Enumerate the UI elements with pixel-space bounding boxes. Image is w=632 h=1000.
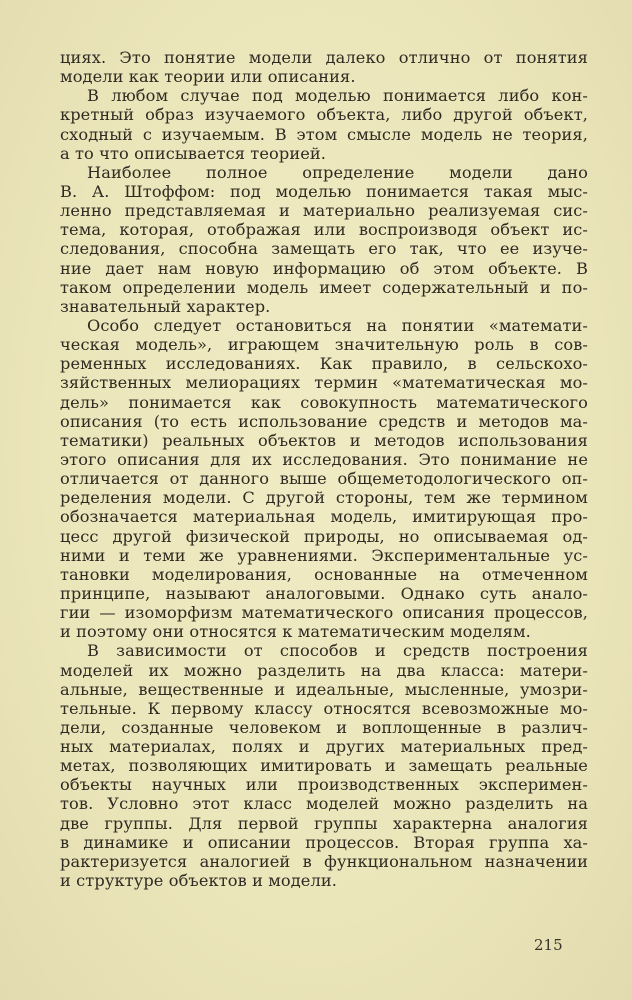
text-line: ние дает нам новую информацию об этом объекте. В bbox=[60, 258, 588, 278]
text-line: В. А. Штоффом: под моделью понимается такая мыс- bbox=[60, 181, 588, 201]
body-text bbox=[60, 48, 588, 890]
text-line: ременных исследованиях. Как правило, в сельскохо- bbox=[60, 354, 588, 374]
text-line: объекты научных или производственных эксперимен- bbox=[60, 775, 588, 795]
paragraph bbox=[60, 48, 588, 86]
text-line: кретный образ изучаемого объекта, либо другой объект, bbox=[60, 105, 588, 125]
text-line: метах, позволяющих имитировать и замещать реальные bbox=[60, 756, 588, 776]
text-line: Наиболее полное определение модели дано bbox=[87, 162, 588, 182]
text-line: а то что описывается теорией. bbox=[60, 143, 327, 163]
text-line: Особо следует остановиться на понятии «математи- bbox=[87, 315, 588, 335]
text-line: следования, способна замещать его так, что ее изуче- bbox=[60, 239, 588, 259]
text-line: модели как теории или описания. bbox=[60, 67, 356, 87]
text-line: знавательный характер. bbox=[60, 296, 271, 316]
text-line: моделей их можно разделить на два класса: матери- bbox=[60, 660, 588, 680]
text-line: тема, которая, отображая или воспроизводя объект ис- bbox=[60, 220, 588, 240]
text-line: циях. Это понятие модели далеко отлично от понятия bbox=[60, 48, 588, 67]
text-line: ных материалах, полях и других материальных пред- bbox=[60, 737, 588, 757]
text-line: отличается от данного выше общеметодологического оп- bbox=[60, 469, 588, 489]
text-line: и структуре объектов и модели. bbox=[60, 871, 338, 891]
text-line: ческая модель», играющем значительную роль в сов- bbox=[60, 335, 588, 355]
text-line: сходный с изучаемым. В этом смысле модель не теория, bbox=[60, 124, 588, 144]
text-line: принципе, называют аналоговыми. Однако суть анало- bbox=[60, 583, 588, 603]
text-line: дель» понимается как совокупность математического bbox=[60, 392, 588, 412]
text-line: цесс другой физической природы, но описываемая од- bbox=[60, 526, 588, 546]
text-line: зяйственных мелиорациях термин «математическая мо- bbox=[60, 373, 588, 393]
text-line: тематики) реальных объектов и методов использования bbox=[60, 430, 588, 450]
text-line: этого описания для их исследования. Это понимание не bbox=[60, 449, 588, 469]
text-line: описания (то есть использование средств и методов ма- bbox=[60, 411, 588, 431]
paragraph bbox=[60, 641, 588, 890]
text-line: и поэтому они относятся к математическим моделям. bbox=[60, 622, 531, 642]
text-line: дели, созданные человеком и воплощенные в различ- bbox=[60, 717, 588, 737]
text-line: гии — изоморфизм математического описания процессов, bbox=[60, 603, 588, 623]
text-line: рактеризуется аналогией в функциональном назначении bbox=[60, 851, 588, 871]
text-line: тановки моделирования, основанные на отмеченном bbox=[60, 564, 588, 584]
text-line: обозначается материальная модель, имитирующая про- bbox=[60, 507, 588, 527]
text-line: ленно представляемая и материально реализуемая сис- bbox=[60, 201, 588, 221]
text-line: В зависимости от способов и средств построения bbox=[87, 641, 588, 661]
text-line: в динамике и описании процессов. Вторая группа ха- bbox=[60, 832, 588, 852]
text-line: тов. Условно этот класс моделей можно разделить на bbox=[60, 794, 588, 814]
paragraph bbox=[60, 163, 588, 316]
text-line: тельные. К первому классу относятся всевозможные мо- bbox=[60, 698, 588, 718]
text-line: таком определении модель имеет содержательный и по- bbox=[60, 277, 588, 297]
text-line: ними и теми же уравнениями. Экспериментальные ус- bbox=[60, 545, 588, 565]
text-line: ределения модели. С другой стороны, тем же термином bbox=[60, 488, 588, 508]
text-line: альные, вещественные и идеальные, мысленные, умозри- bbox=[60, 679, 588, 699]
page-number: 215 bbox=[534, 936, 563, 954]
paragraph bbox=[60, 86, 588, 163]
text-line: В любом случае под моделью понимается либо кон- bbox=[87, 86, 588, 106]
text-line: две группы. Для первой группы характерна аналогия bbox=[60, 813, 588, 833]
paragraph bbox=[60, 316, 588, 641]
